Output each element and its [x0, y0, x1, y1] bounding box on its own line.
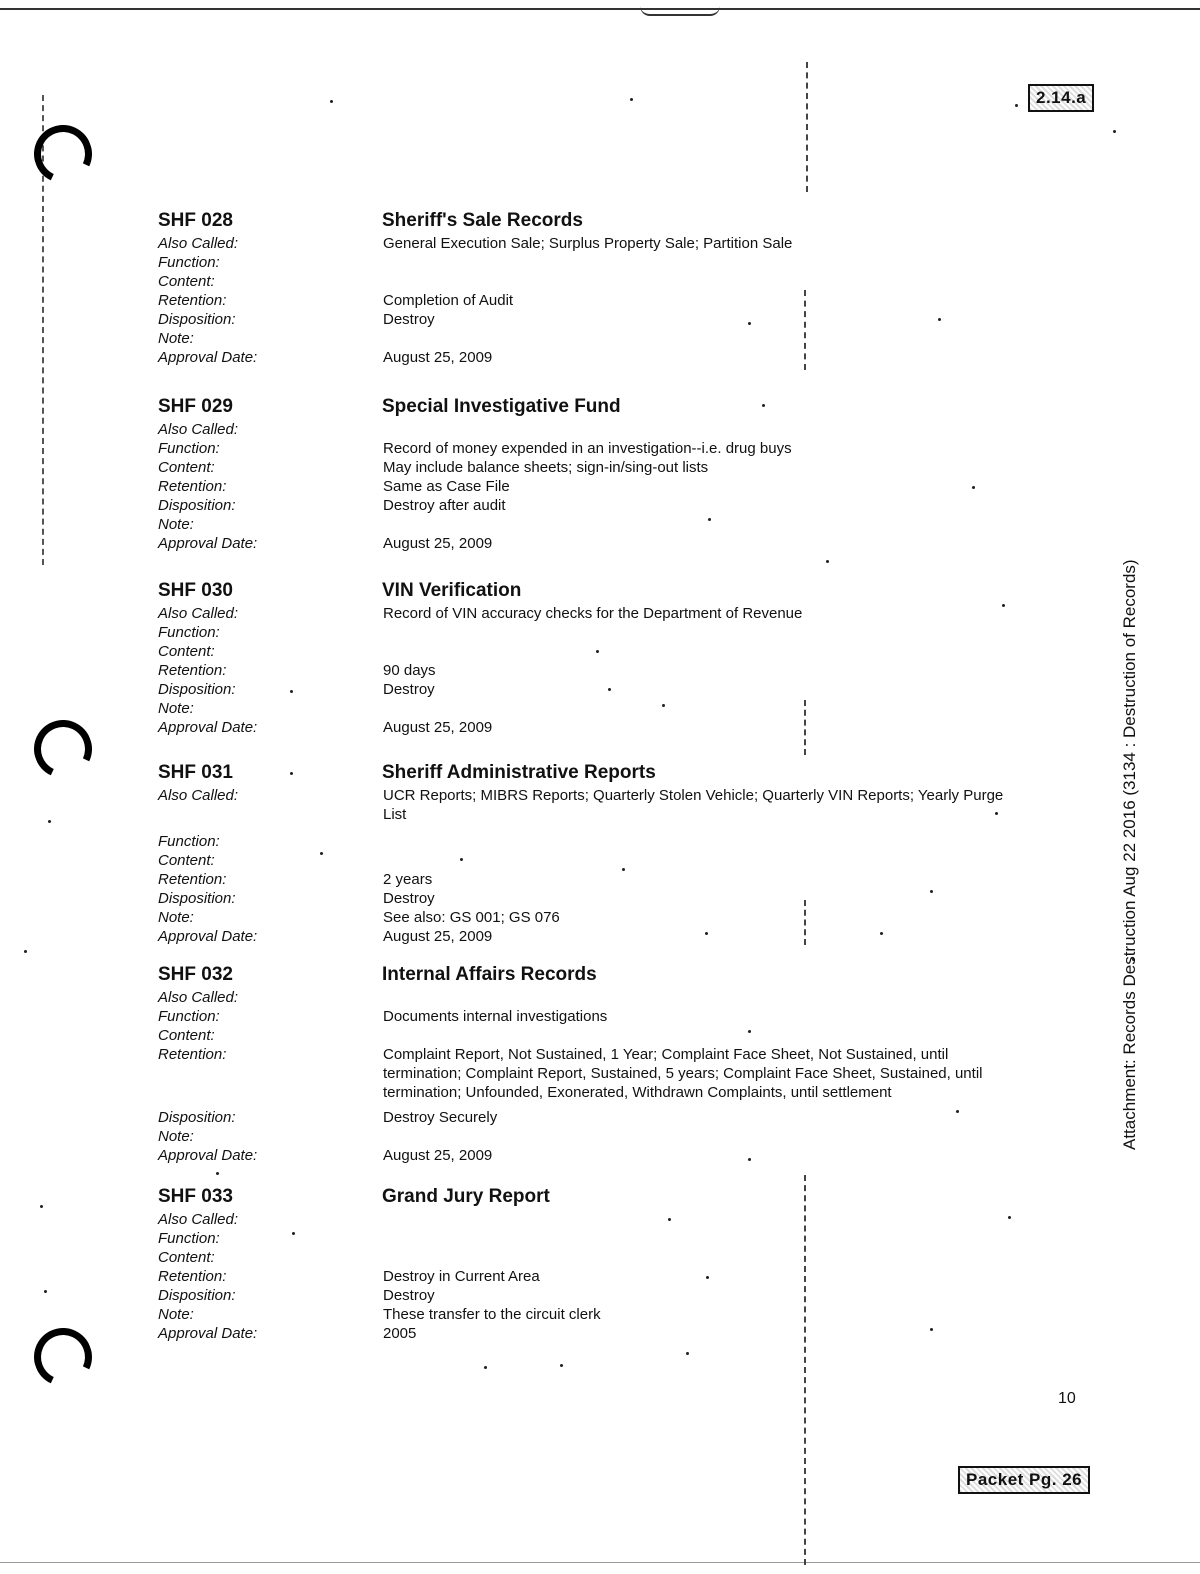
record-title: Internal Affairs Records — [382, 964, 597, 985]
approval-date-value: August 25, 2009 — [383, 928, 493, 945]
content-label: Content: — [158, 643, 215, 660]
scan-speck — [1113, 130, 1116, 133]
also-called-value: General Execution Sale; Surplus Property Sale; Partition Sale — [383, 235, 793, 252]
content-value — [383, 272, 1038, 291]
disposition-value: Destroy — [383, 890, 435, 907]
record-shf-028 — [158, 210, 1038, 367]
function-value — [383, 623, 1038, 642]
scan-speck — [24, 950, 27, 953]
retention-label: Retention: — [158, 1046, 227, 1063]
scan-speck — [1015, 104, 1018, 107]
record-shf-032 — [158, 964, 1038, 1165]
retention-label: Retention: — [158, 871, 227, 888]
content-label: Content: — [158, 1249, 215, 1266]
note-value — [383, 515, 1038, 534]
punch-hole-icon — [26, 117, 100, 191]
record-code: SHF 030 — [158, 580, 233, 601]
approval-date-value: August 25, 2009 — [383, 349, 493, 366]
disposition-label: Disposition: — [158, 1109, 236, 1126]
scan-speck — [40, 1205, 43, 1208]
also-called-label: Also Called: — [158, 235, 239, 252]
record-title: Grand Jury Report — [382, 1186, 550, 1207]
disposition-label: Disposition: — [158, 497, 236, 514]
retention-label: Retention: — [158, 478, 227, 495]
scan-speck — [48, 820, 51, 823]
retention-label: Retention: — [158, 1268, 227, 1285]
attachment-side-note: Attachment: Records Destruction Aug 22 2016 (3134 : Destruction of Records) — [1120, 559, 1139, 1150]
disposition-value: Destroy — [383, 311, 435, 328]
punch-hole-icon — [26, 712, 100, 786]
disposition-value: Destroy after audit — [383, 497, 506, 514]
function-label: Function: — [158, 440, 220, 457]
content-label: Content: — [158, 1027, 215, 1044]
content-value: May include balance sheets; sign-in/sing-out lists — [383, 459, 709, 476]
approval-date-label: Approval Date: — [158, 349, 258, 366]
retention-label: Retention: — [158, 292, 227, 309]
content-value — [383, 851, 1038, 870]
scan-speck — [560, 1364, 563, 1367]
scan-edge-notch — [640, 6, 720, 16]
disposition-label: Disposition: — [158, 890, 236, 907]
disposition-label: Disposition: — [158, 1287, 236, 1304]
note-value — [383, 329, 1038, 348]
page-number: 10 — [1058, 1390, 1076, 1407]
also-called-label: Also Called: — [158, 1211, 239, 1228]
retention-label: Retention: — [158, 662, 227, 679]
approval-date-value: August 25, 2009 — [383, 719, 493, 736]
note-label: Note: — [158, 1128, 194, 1145]
function-label: Function: — [158, 624, 220, 641]
function-label: Function: — [158, 833, 220, 850]
disposition-value: Destroy — [383, 1287, 435, 1304]
note-label: Note: — [158, 700, 194, 717]
approval-date-label: Approval Date: — [158, 1147, 258, 1164]
record-title: Sheriff's Sale Records — [382, 210, 583, 231]
record-title: Special Investigative Fund — [382, 396, 621, 417]
also-called-value — [383, 1210, 1038, 1229]
record-shf-031 — [158, 762, 1038, 946]
approval-date-label: Approval Date: — [158, 535, 258, 552]
scan-speck — [484, 1366, 487, 1369]
record-code: SHF 031 — [158, 762, 233, 783]
disposition-label: Disposition: — [158, 311, 236, 328]
scan-center-line — [806, 62, 808, 192]
also-called-label: Also Called: — [158, 421, 239, 438]
approval-date-value: August 25, 2009 — [383, 1147, 493, 1164]
retention-value: Completion of Audit — [383, 292, 514, 309]
also-called-label: Also Called: — [158, 605, 239, 622]
also-called-label: Also Called: — [158, 989, 239, 1006]
note-value: These transfer to the circuit clerk — [383, 1306, 601, 1323]
scan-speck — [686, 1352, 689, 1355]
also-called-value — [383, 420, 1038, 439]
record-shf-033 — [158, 1186, 1038, 1343]
function-value: Record of money expended in an investigation--i.e. drug buys — [383, 440, 792, 457]
note-label: Note: — [158, 330, 194, 347]
function-value — [383, 253, 1038, 272]
record-shf-030 — [158, 580, 1038, 737]
note-value: See also: GS 001; GS 076 — [383, 909, 560, 926]
punch-hole-icon — [26, 1320, 100, 1394]
packet-page-tag: Packet Pg. 26 — [958, 1466, 1090, 1494]
approval-date-label: Approval Date: — [158, 1325, 258, 1342]
also-called-value: UCR Reports; MIBRS Reports; Quarterly Stolen Vehicle; Quarterly VIN Reports; Yearly Purge List — [383, 787, 1004, 823]
disposition-label: Disposition: — [158, 681, 236, 698]
content-value — [383, 642, 1038, 661]
retention-value: Destroy in Current Area — [383, 1268, 540, 1285]
agenda-item-tag: 2.14.a — [1028, 84, 1094, 112]
scan-edge-top — [0, 8, 1200, 10]
also-called-value: Record of VIN accuracy checks for the Department of Revenue — [383, 605, 803, 622]
function-value — [383, 1229, 1038, 1248]
record-code: SHF 029 — [158, 396, 233, 417]
note-label: Note: — [158, 516, 194, 533]
note-label: Note: — [158, 1306, 194, 1323]
function-label: Function: — [158, 254, 220, 271]
retention-value: Complaint Report, Not Sustained, 1 Year; Complaint Face Sheet, Not Sustained, until termination; Complaint Report, Sustained, 5 years; Complaint Face Sheet, Sustained, until termination; Unfounded, Exonerated, Withdrawn Complaints, until settlement — [383, 1046, 983, 1101]
content-label: Content: — [158, 852, 215, 869]
disposition-value: Destroy — [383, 681, 435, 698]
function-label: Function: — [158, 1230, 220, 1247]
also-called-value — [383, 988, 1038, 1007]
content-label: Content: — [158, 459, 215, 476]
record-title: VIN Verification — [382, 580, 522, 601]
record-code: SHF 028 — [158, 210, 233, 231]
record-shf-029 — [158, 396, 1038, 553]
scan-speck — [216, 1172, 219, 1175]
content-label: Content: — [158, 273, 215, 290]
function-value — [383, 832, 1038, 851]
approval-date-value: August 25, 2009 — [383, 535, 493, 552]
scan-speck — [826, 560, 829, 563]
approval-date-label: Approval Date: — [158, 719, 258, 736]
function-label: Function: — [158, 1008, 220, 1025]
approval-date-label: Approval Date: — [158, 928, 258, 945]
note-label: Note: — [158, 909, 194, 926]
also-called-label: Also Called: — [158, 787, 239, 804]
record-code: SHF 033 — [158, 1186, 233, 1207]
scan-speck — [44, 1290, 47, 1293]
note-value — [383, 1127, 1038, 1146]
record-code: SHF 032 — [158, 964, 233, 985]
note-value — [383, 699, 1038, 718]
function-value: Documents internal investigations — [383, 1008, 608, 1025]
retention-value: 2 years — [383, 871, 433, 888]
scan-speck — [330, 100, 333, 103]
retention-value: 90 days — [383, 662, 436, 679]
approval-date-value: 2005 — [383, 1325, 417, 1342]
retention-value: Same as Case File — [383, 478, 510, 495]
scan-edge-bottom — [0, 1562, 1200, 1563]
record-title: Sheriff Administrative Reports — [382, 762, 656, 783]
scan-speck — [630, 98, 633, 101]
content-value — [383, 1026, 1038, 1045]
disposition-value: Destroy Securely — [383, 1109, 498, 1126]
content-value — [383, 1248, 1038, 1267]
